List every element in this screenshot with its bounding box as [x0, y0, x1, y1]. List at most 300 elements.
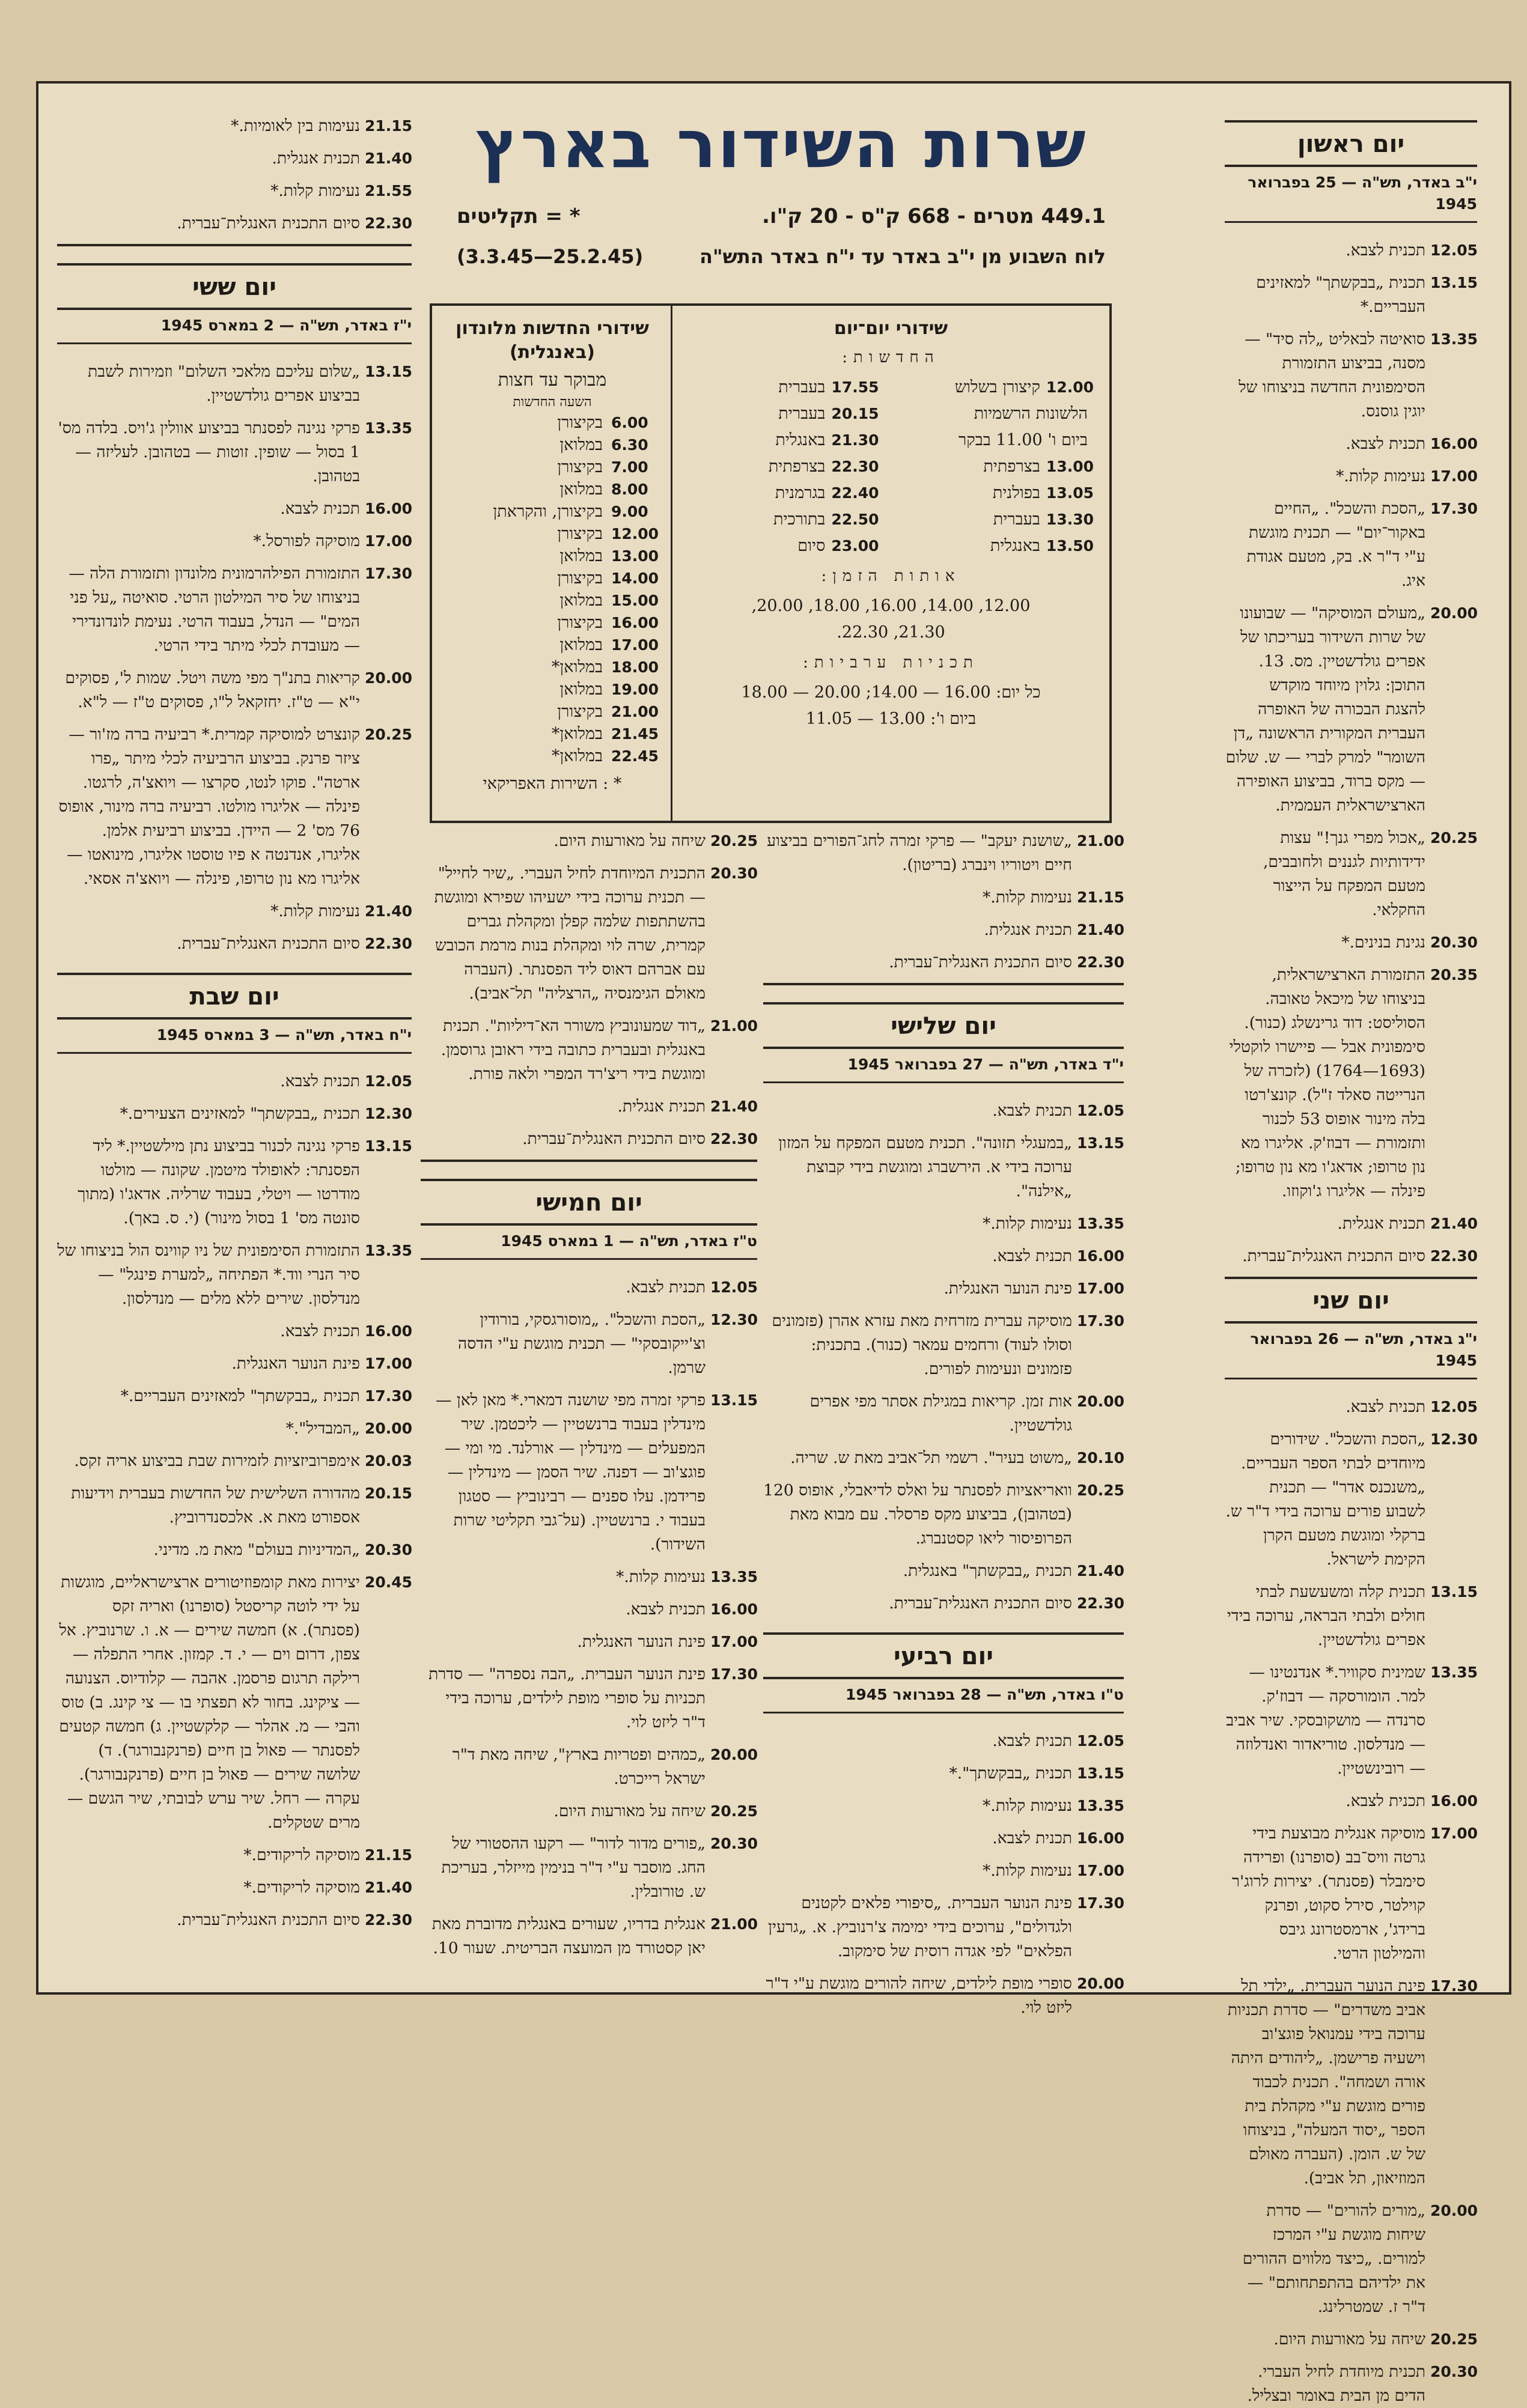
arabic-line-1: כל יום: 16.00 — 14.00; 20.00 — 18.00 [741, 683, 1041, 702]
news-time: 13.50 [1046, 537, 1094, 555]
program-text: סיום התכנית האנגלית־עברית. [177, 934, 360, 953]
program-item [421, 1308, 757, 1380]
program-time: 21.55 [365, 182, 413, 199]
program-time: 21.40 [1077, 1562, 1125, 1579]
london-time: 6.30 [611, 436, 648, 454]
program-time: 17.00 [1430, 467, 1478, 485]
program-time: 12.30 [365, 1105, 413, 1122]
program-time: 12.05 [1077, 1102, 1125, 1119]
program-item [57, 1538, 412, 1562]
program-item [763, 886, 1124, 910]
news-time: 22.40 [831, 484, 879, 502]
program-time: 20.30 [1430, 934, 1478, 951]
program-time: 17.00 [1077, 1280, 1125, 1297]
london-time: 7.00 [611, 458, 648, 476]
program-time: 13.35 [365, 1242, 413, 1259]
program-time: 20.10 [1077, 1449, 1125, 1467]
london-time: 16.00 [611, 614, 659, 631]
london-text: בקיצורן [557, 569, 603, 588]
news-time: 12.00 [1046, 379, 1094, 396]
program-item [57, 497, 412, 521]
program-time: 16.00 [710, 1601, 758, 1618]
news-entry [903, 374, 1094, 401]
program-time: 13.15 [365, 363, 413, 380]
news-label: החדשות: [842, 348, 940, 366]
program-text: מוסיקה לריקודים.* [243, 1878, 360, 1897]
news-time: 22.30 [831, 458, 879, 475]
london-note: * : השירות האפריקאי [483, 774, 622, 793]
program-item [1225, 1661, 1477, 1781]
program-item [1225, 1212, 1477, 1236]
time-signals-1: 12.00, 14.00, 16.00, 18.00, 20.00, [751, 597, 1031, 615]
program-text: תכנית לצבא. [280, 1072, 360, 1090]
program-text: נעימות קלות.* [983, 1861, 1072, 1880]
london-time: 19.00 [611, 681, 659, 698]
program-item [57, 416, 412, 488]
london-text: במלואן [559, 591, 603, 610]
london-text: בקיצורן [557, 458, 603, 476]
program-item [421, 1912, 757, 1960]
program-time: 12.05 [1430, 242, 1478, 259]
section-separator [763, 983, 1124, 985]
news-entry [903, 480, 1094, 506]
program-item [763, 1729, 1124, 1753]
program-time: 13.35 [1430, 1664, 1478, 1681]
program-time: 20.25 [1077, 1482, 1125, 1499]
program-time: 21.00 [710, 1017, 758, 1035]
program-text: תכנית לצבא. [1346, 434, 1425, 453]
program-item [57, 723, 412, 891]
london-entry [445, 523, 659, 545]
program-time: 17.00 [1430, 1825, 1478, 1842]
day-name: יום שני [1312, 1287, 1389, 1315]
news-text: ביום ו' 11.00 בבקר [959, 431, 1088, 449]
program-time: 20.30 [710, 1835, 758, 1852]
news-time: 21.30 [831, 431, 879, 449]
program-time: 21.15 [1077, 889, 1125, 906]
program-text: תכנית לצבא. [992, 1732, 1072, 1750]
program-time: 21.00 [710, 1915, 758, 1933]
news-entry [688, 454, 879, 480]
program-item [57, 360, 412, 408]
program-item [763, 1559, 1124, 1583]
news-text: הלשונות הרשמיות [974, 404, 1088, 423]
program-time: 13.35 [1077, 1797, 1125, 1814]
program-item [57, 179, 412, 203]
week-line [457, 245, 1106, 268]
program-item [1225, 1580, 1477, 1652]
day-date: י"ג באדר, תש"ה — 26 בפברואר 1945 [1225, 1328, 1477, 1379]
program-item [421, 1662, 757, 1735]
program-item [421, 1127, 757, 1151]
program-item [421, 1832, 757, 1904]
program-item [1225, 271, 1477, 319]
program-time: 22.30 [1077, 1595, 1125, 1612]
page-title: שרות השידור בארץ [475, 106, 1087, 183]
london-entry [445, 678, 659, 701]
day-date: ט"ו באדר, תש"ה — 28 בפברואר 1945 [763, 1684, 1124, 1713]
news-grid [688, 374, 1094, 559]
program-item [57, 529, 412, 553]
london-time: 18.00 [611, 658, 659, 676]
program-item [57, 1239, 412, 1311]
news-entry [903, 533, 1094, 559]
program-time: 21.40 [710, 1098, 758, 1115]
news-entry [903, 454, 1094, 480]
column-friday-saturday [57, 114, 412, 1989]
program-item [763, 1390, 1124, 1438]
program-item [57, 1417, 412, 1441]
program-time: 17.30 [1430, 1977, 1478, 1995]
records-key: * = תקליטים [457, 204, 581, 228]
london-entry [445, 500, 659, 523]
program-time: 17.00 [365, 1355, 413, 1372]
program-item [1225, 1427, 1477, 1572]
program-item [57, 932, 412, 956]
program-time: 16.00 [1430, 1792, 1478, 1810]
program-text: „פורים מדור לדור" — רקעו ההסטורי של החג. מוסבר ע"י ד"ר בנימין מייזלר, בעריכת ש. טורובלין. [441, 1834, 706, 1901]
day-date: י"ח באדר, תש"ה — 3 במארס 1945 [57, 1024, 412, 1054]
london-section [432, 306, 672, 821]
program-time: 21.40 [1430, 1215, 1478, 1232]
program-time: 21.40 [365, 150, 413, 167]
program-time: 16.00 [365, 500, 413, 517]
program-item [421, 1095, 757, 1119]
program-text: נעימות קלות.* [270, 181, 360, 200]
program-text: תכנית לצבא. [992, 1247, 1072, 1265]
day-header [763, 1632, 1124, 1679]
program-text: סיום התכנית האנגלית־עברית. [889, 953, 1072, 971]
program-text: תכנית אנגלית. [617, 1097, 706, 1116]
program-text: „כמהים ופטריות בארץ", שיחה מאת ד"ר ישראל רייכרט. [452, 1745, 706, 1788]
program-text: נגינת בנינים.* [1341, 933, 1425, 952]
program-text: „שושנת יעקב" — פרקי זמרה לחג־הפורים בביצוע חיים ויטוריו וינברג (בריטון). [767, 832, 1072, 874]
program-text: נעימות קלות.* [983, 1214, 1072, 1233]
news-time: 13.00 [1046, 458, 1094, 475]
program-item [763, 950, 1124, 974]
day-header [57, 263, 412, 310]
program-text: „הסכת והשכל". שידורים מיוחדים לבתי הספר העבריים. „משנכנס אדר" — תכנית לשבוע פורים ערוכה בידי ד"ר ש. ברקלי ומוגשת מטעם הקרן הקימת לישראל. [1225, 1430, 1425, 1569]
program-text: סיום התכנית האנגלית־עברית. [1242, 1247, 1425, 1265]
program-item [57, 666, 412, 714]
program-time: 20.30 [710, 865, 758, 882]
day-header [1225, 120, 1477, 167]
program-time: 20.00 [365, 1420, 413, 1437]
news-entry [688, 401, 879, 427]
london-text: במלואן [559, 436, 603, 454]
news-entry [903, 427, 1094, 454]
program-item [1225, 1789, 1477, 1813]
program-text: וואריאציות לפסנתר על ואלס לדיאבלי, אופוס 120 (בטהובן), בביצוע מקס פרסלר. עם מבוא מאת הפרופיסור ליאו קסטנברג. [763, 1481, 1072, 1548]
program-item [421, 1275, 757, 1300]
program-time: 17.30 [1430, 500, 1478, 517]
program-item [57, 1384, 412, 1408]
daily-broadcasts-box [430, 303, 1112, 823]
program-text: תכנית „בבקשתך" למאזינים העבריים.* [120, 1387, 360, 1405]
program-text: סיום התכנית האנגלית־עברית. [889, 1594, 1072, 1613]
london-entry [445, 589, 659, 612]
london-time: 21.00 [611, 703, 659, 720]
program-text: אנגלית בדריו, שעורים באנגלית מדוברת מאת יאן קסטורד מן המועצה הבריטית. שעור 10. [431, 1915, 706, 1957]
program-text: פינת הנוער העברית. „ילדי תל אביב משדרים" — סדרת תכניות ערוכה בידי עמנואל פוגצ'וב וישעיה פרישמן. „ליהודים היתה אורה ושמחה". תכנית לכבוד פורים מוגשת ע"י מקהלת בית הספר „יסוד המעלה", בניצוחו של ש. הומן. (העברה מאולם המוזיאון, תל אביב). [1227, 1977, 1425, 2188]
program-item [763, 1794, 1124, 1818]
program-item [763, 1891, 1124, 1963]
program-time: 17.00 [1077, 1862, 1125, 1879]
program-item [1225, 2199, 1477, 2319]
program-item [1225, 239, 1477, 263]
program-item [57, 147, 412, 171]
program-time: 20.15 [365, 1485, 413, 1502]
week-text: לוח השבוע מן י"ב באדר עד י"ח באדר התש"ה [699, 245, 1106, 268]
program-text: מוסיקה לריקודים.* [243, 1846, 360, 1864]
london-text: במלואן [559, 547, 603, 565]
program-time: 13.15 [1077, 1765, 1125, 1782]
program-time: 21.40 [1077, 921, 1125, 938]
program-time: 12.30 [1430, 1431, 1478, 1448]
program-text: מוסיקה עברית מזרחית מאת עזרא אהרן (פזמונים וסולו לעוד) ורחמים עמאר (כנור). בתכנית: פזמונים ונעימות לפורים. [772, 1312, 1072, 1378]
program-item [763, 1762, 1124, 1786]
program-text: „הסכת והשכל". „החיים באקור־יום" — תכנית מוגשת ע"י ד"ר א. בק, מטעם אגודת איג. [1246, 499, 1425, 590]
program-text: התזמורת הארצישראלית, בניצוחו של מיכאל טאובה. הסוליסט: דוד גרינשלג (כנור). סימפונית אבל — פיישרו לוקטלי (1693—1764) (לזכרה של הנרייטה סאלד ז"ל). קונצ'רטו בלה מינור אופוס 53 לכנור ותזמורת — דבוז'ק. אליגרו מא נון טרופו; אדאג'ו מא נון טרופו; פינלה — אליגרו ג'וקוזו. [1229, 965, 1425, 1200]
program-item [57, 1134, 412, 1230]
program-time: 22.30 [365, 214, 413, 232]
program-time: 17.00 [710, 1633, 758, 1650]
program-text: „המבדיל".* [285, 1419, 360, 1438]
day-date: י"ד באדר, תש"ה — 27 בפברואר 1945 [763, 1054, 1124, 1083]
program-item [57, 1319, 412, 1343]
program-time: 22.30 [365, 935, 413, 952]
program-text: „משוט בעיר". רשמי תל־אביב מאת ש. שריה. [790, 1449, 1072, 1467]
program-item [421, 1388, 757, 1557]
news-entry [688, 533, 879, 559]
column-sunday-monday [1225, 114, 1478, 2405]
program-text: נעימות קלות.* [1336, 467, 1425, 485]
program-text: פרקי נגינה לפסנתר בביצוע אוולין ג'ויס. בלדה מס' 1 בסול — שופין. זוטות — בטהובן. לעליזה — בטהובן. [58, 419, 360, 485]
program-item [1225, 1244, 1477, 1268]
program-item [57, 562, 412, 658]
time-signals-label: אותות הזמן: [821, 567, 961, 585]
day-date: ט"ז באדר, תש"ה — 1 במארס 1945 [421, 1230, 757, 1260]
program-text: פינת הנוער האנגלית. [231, 1354, 360, 1373]
frequency-line [457, 204, 1106, 228]
program-time: 22.30 [1430, 1247, 1478, 1265]
program-text: תכנית אנגלית. [984, 920, 1072, 939]
program-time: 12.05 [1077, 1732, 1125, 1750]
program-text: תכנית לצבא. [1346, 1792, 1425, 1810]
day-header [57, 973, 412, 1020]
section-separator [421, 1160, 757, 1162]
program-item [763, 1244, 1124, 1268]
section-separator [57, 244, 412, 246]
program-item [57, 1352, 412, 1376]
program-time: 21.40 [365, 902, 413, 920]
program-text: תכנית לצבא. [992, 1829, 1072, 1847]
program-item [421, 1743, 757, 1791]
program-item [763, 1592, 1124, 1616]
program-time: 20.00 [365, 669, 413, 687]
program-time: 20.00 [710, 1746, 758, 1763]
program-time: 13.15 [1430, 274, 1478, 291]
program-text: התכנית המיוחדת לחיל העברי. „שיר לחייל" — תכנית ערוכה בידי ישעיהו שפירא ומוגשת בהשתתפות שלמה קפלן ומקהלת גברים קמרית, שרה לוי ומקהלת בנות מרמת הכובש עם אברהם דאוס ליד הפסנתר. (העברה מאולם הגימנסיה „הרצליה" תל־אביב). [434, 864, 706, 1003]
program-time: 16.00 [1077, 1829, 1125, 1847]
program-text: התזמורת הפילהרמונית מלונדון ותזמורת הלה — בניצוחו של סיר המילטון הרטי. סואיטה „על פני המים" — הנדל, בעבוד הרטי. נעימת לונדונדירי — מעובדת לכלי מיתר בידי הרטי. [69, 564, 360, 655]
news-time: 13.30 [1046, 511, 1094, 528]
news-text: בפולנית [992, 484, 1040, 502]
news-text: בתורכית [773, 510, 826, 529]
news-entry [688, 427, 879, 454]
program-text: פינת הנוער העברית. „הבה נספרה" — סדרת תכניות על סופרי מופת לילדים, ערוכה בידי ד"ר ליזט לוי. [428, 1665, 706, 1732]
program-time: 21.40 [365, 1879, 413, 1896]
london-list [445, 412, 659, 767]
program-text: סיום התכנית האנגלית־עברית. [522, 1130, 706, 1148]
program-text: סואיטה לבאליט „לה סיד" — מסנה, בביצוע התזמורת הסימפונית החדשה בניצוחו של יוגין גוסנס. [1239, 330, 1425, 421]
program-time: 20.30 [365, 1541, 413, 1558]
day-name: יום שבת [189, 983, 279, 1011]
london-text: בקיצורן [557, 413, 603, 432]
london-entry [445, 656, 659, 678]
program-text: סיום התכנית האנגלית־עברית. [177, 214, 360, 233]
daily-section [671, 306, 1109, 821]
london-text: במלואן* [551, 658, 603, 676]
program-item [57, 1908, 412, 1932]
program-item [763, 829, 1124, 877]
program-item [1225, 1974, 1477, 2191]
program-text: תכנית קלה ומשעשעת לבתי חולים ולבתי הבראה, ערוכה בידי אפרים גולדשטיין. [1227, 1583, 1425, 1649]
program-time: 20.45 [365, 1573, 413, 1591]
program-time: 13.15 [1077, 1134, 1125, 1152]
program-time: 12.05 [365, 1072, 413, 1090]
program-time: 17.30 [1077, 1894, 1125, 1912]
program-text: תכנית לצבא. [626, 1600, 706, 1619]
london-text: במלואן [559, 480, 603, 499]
london-time: 6.00 [611, 414, 648, 431]
program-text: תכנית אנגלית. [1337, 1214, 1425, 1233]
london-entry [445, 745, 659, 767]
program-time: 13.35 [1077, 1215, 1125, 1232]
program-text: אימפרוביזציות לזמירות שבת בביצוע אריה זקס. [74, 1452, 360, 1470]
program-text: פינת הנוער האנגלית. [577, 1632, 706, 1651]
program-text: „הסכת והשכל". „מוסורגסקי, בורודין וצ'ייקובסקי" — תכנית מוגשת ע"י הדסה שרמן. [457, 1310, 706, 1377]
day-date: י"ב באדר, תש"ה — 25 בפברואר 1945 [1225, 172, 1477, 223]
news-entry [903, 506, 1094, 533]
london-entry [445, 478, 659, 500]
program-item [1225, 826, 1477, 922]
news-time: 20.15 [831, 405, 879, 422]
program-item [763, 1277, 1124, 1301]
program-time: 13.35 [710, 1568, 758, 1586]
london-hour-header: השעה החדשות [513, 395, 592, 410]
news-text: בעברית [778, 378, 826, 397]
london-text: במלואן [559, 680, 603, 699]
day-header [763, 1002, 1124, 1049]
program-text: „דוד שמעונוביץ משורר הא־דיליות". תכנית באנגלית ובעברית כתובה בידי ראובן גרוסמן. ומוגשת בידי ריצ'רד המפרי ולאה פורת. [440, 1017, 706, 1083]
day-name: יום ששי [192, 273, 276, 301]
london-title: שידורי החדשות מלונדון (באנגלית) [456, 318, 649, 363]
program-text: שיחה על מאורעות היום. [553, 1802, 706, 1820]
news-time: 23.00 [831, 537, 879, 555]
program-text: מהדורה השלישית של החדשות בעברית וידיעות אספורט מאת א. אלכסנדרוביץ. [71, 1484, 360, 1527]
london-entry [445, 456, 659, 478]
program-time: 17.00 [365, 532, 413, 550]
program-item [1225, 1822, 1477, 1966]
london-entry [445, 634, 659, 656]
program-text: תכנית לצבא. [1346, 1397, 1425, 1416]
london-time: 14.00 [611, 570, 659, 587]
program-text: תכנית לצבא. [280, 499, 360, 518]
program-item [57, 1570, 412, 1835]
program-time: 22.30 [710, 1130, 758, 1148]
london-subtitle: מבוקר עד חצות [498, 369, 607, 391]
program-item [1225, 2327, 1477, 2352]
program-time: 20.00 [1077, 1975, 1125, 1992]
program-text: תכנית „בבקשתך".* [949, 1764, 1072, 1783]
program-text: שמינית סקוויר.* אנדנטינו — למר. הומורסקה — דבוז'ק. סרנדה — מושקובסקי. שיר אביב — מנדלסון. טוריאדור ואנדלוזה — רובינשטיין. [1226, 1663, 1425, 1778]
news-text: בצרפתית [983, 457, 1040, 476]
week-dates: (25.2.45—3.3.45) [457, 245, 644, 268]
program-text: פרקי נגינה לכנור בביצוע נתן מילשטיין.* ליד הפסנתר: לאופולד מיטמן. שקונה — מולטו מודרטו — ויטלי, בעבוד שרליה. אדאג'ו (מתוך סונטה מס' 1 בסול מינור) (י. ס. באך). [78, 1137, 360, 1227]
program-time: 20.30 [1430, 2363, 1478, 2380]
news-text: בצרפתית [768, 457, 826, 476]
program-time: 20.25 [365, 726, 413, 743]
program-time: 20.25 [710, 832, 758, 850]
program-item [421, 1799, 757, 1823]
program-text: תכנית „בבקשתך" למאזינים העבריים.* [1256, 273, 1425, 316]
program-text: „המדיניות בעולם" מאת מ. מדיני. [153, 1540, 360, 1559]
program-text: „במעגלי תזונה". תכנית מטעם המפקח על המזון ערוכה בידי א. הירשברג ומוגשת בידי קבוצת „אילנה". [778, 1134, 1072, 1200]
program-text: תכנית „בבקשתך" באנגלית. [903, 1561, 1072, 1580]
day-name: יום רביעי [894, 1643, 993, 1670]
program-time: 22.30 [1077, 953, 1125, 971]
london-entry [445, 545, 659, 567]
program-item [1225, 464, 1477, 488]
program-item [763, 1446, 1124, 1470]
program-item [57, 1843, 412, 1867]
program-time: 20.25 [710, 1802, 758, 1820]
program-text: נעימות קלות.* [270, 902, 360, 920]
london-entry [445, 434, 659, 456]
program-text: פינת הנוער העברית. „סיפורי פלאים לקטנים ולגדולים", ערוכים בידי ימימה צ'רנוביץ. א. „גרעין הפלאים" לפי אגדה רוסית של סימקוב. [768, 1894, 1072, 1960]
london-entry [445, 701, 659, 723]
program-time: 16.00 [365, 1322, 413, 1340]
program-text: פינת הנוער האנגלית. [943, 1279, 1072, 1298]
london-text: במלואן* [551, 747, 603, 765]
program-item [421, 1565, 757, 1589]
program-item [1225, 601, 1477, 818]
program-item [57, 899, 412, 923]
program-item [763, 1212, 1124, 1236]
program-text: תכנית אנגלית. [272, 149, 360, 168]
program-text: תכנית לצבא. [1346, 241, 1425, 260]
day-header [421, 1179, 757, 1226]
program-time: 20.00 [1077, 1393, 1125, 1410]
program-text: סיום התכנית האנגלית־עברית. [177, 1911, 360, 1929]
program-text: מוסיקה אנגלית מבוצעת בידי גרטה וויס־בב (סופרנו) ופרידה סימבלר (פסנתר). יצירות לרוג'ר קוילטר, סירל סקוט, ופרנק ברידג', ארמסטרונג גיבס והמילטון הרטי. [1231, 1824, 1425, 1963]
program-item [1225, 327, 1477, 424]
program-text: קריאות בתנ"ך מפי משה ויטל. שמות ל', פסוקים י"א — ט"ז. יחזקאל ל"ו, פסוקים ט"ז — ל"א. [65, 669, 360, 711]
news-entry [688, 506, 879, 533]
program-time: 17.30 [1077, 1312, 1125, 1330]
program-time: 20.03 [365, 1452, 413, 1470]
london-entry [445, 567, 659, 589]
day-name: יום שלישי [891, 1012, 996, 1040]
program-time: 20.00 [1430, 2202, 1478, 2219]
london-time: 15.00 [611, 592, 659, 609]
program-text: אות זמן. קריאות במגילת אסתר מפי אפרים גולדשטיין. [809, 1392, 1072, 1435]
program-text: קונצרט למוסיקה קמרית.* רביעיה ברה מז'ור — ציזר פרנק. בביצוע הרביעיה לכלי מיתר „פרו ארטה". פוקו לנטו, סקרצו — ויואצ'ה, לרגטו. פינלה — אליגרו מולטו. רביעיה ברה מינור, אופוס 76 מס' 2 — היידן. בביצוע רביעית אלמן. אליגרו, אנדנטה א פיו טוסטו אליגרו, מינואטו — אליגרו מא נון טרופו, פינלה — ויואצ'ה אסאי. [58, 725, 360, 888]
news-entry [688, 480, 879, 506]
london-time: 17.00 [611, 636, 659, 654]
program-text: תכנית לצבא. [992, 1101, 1072, 1120]
